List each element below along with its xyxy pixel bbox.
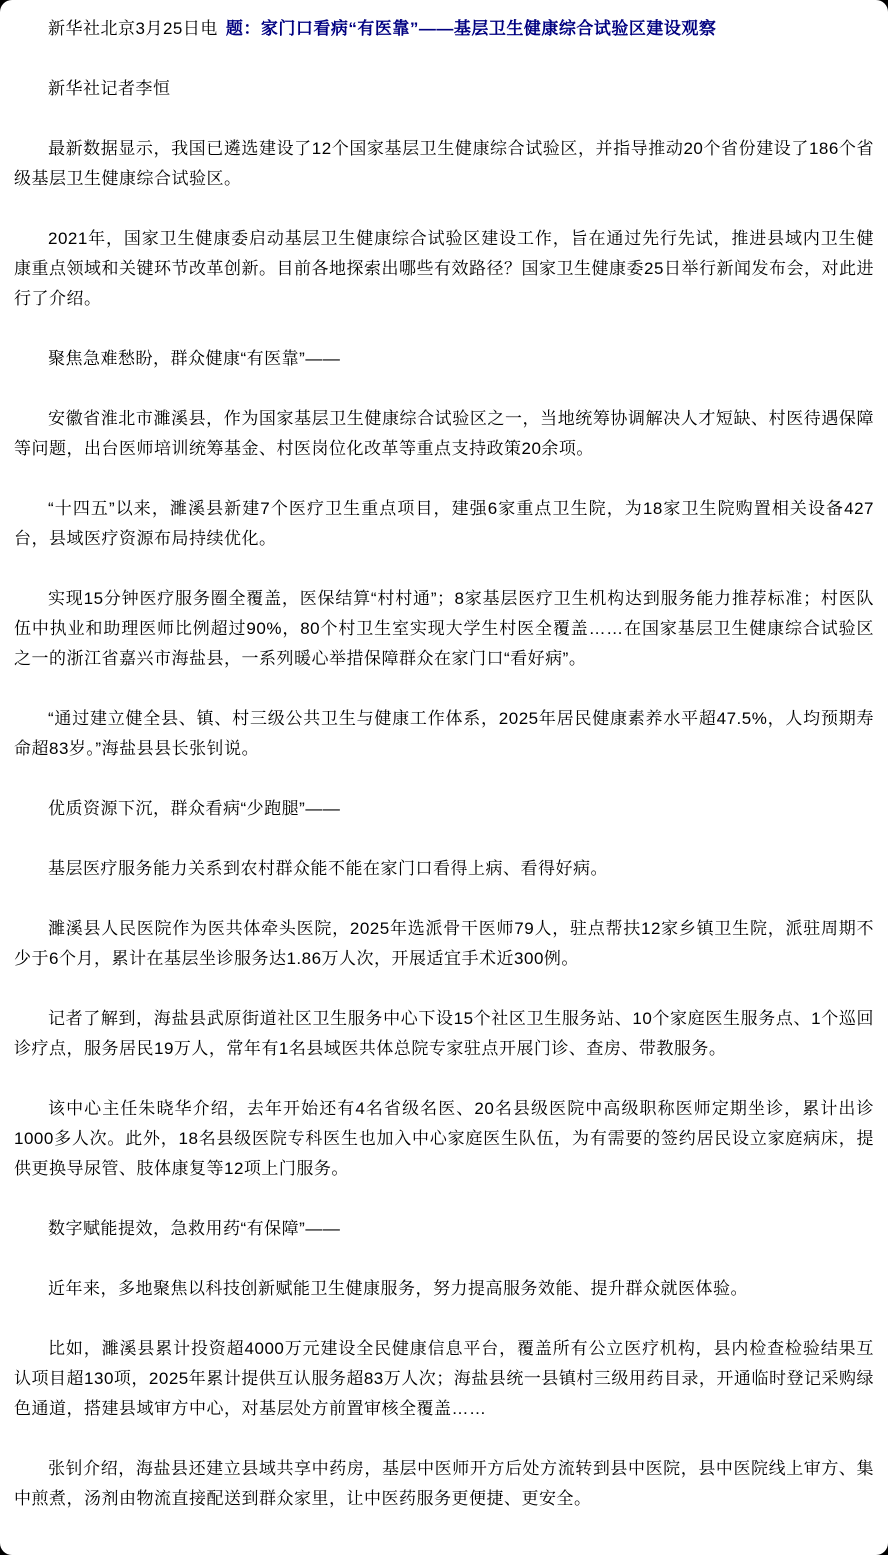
paragraph: 濉溪县人民医院作为医共体牵头医院，2025年选派骨干医师79人，驻点帮扶12家乡镇卫生院，派驻周期不少于6个月，累计在基层坐诊服务达1.86万人次，开展适宜手术近300例。 (14, 919, 874, 968)
paragraph: 该中心主任朱晓华介绍，去年开始还有4名省级名医、20名县级医院中高级职称医师定期坐诊，累计出诊1000多人次。此外，18名县级医院专科医生也加入中心家庭医生队伍，为有需要的签约居民设立家庭病床，提供更换导尿管、肢体康复等12项上门服务。 (14, 1099, 874, 1178)
paragraph: 最新数据显示，我国已遴选建设了12个国家基层卫生健康综合试验区，并指导推动20个省份建设了186个省级基层卫生健康综合试验区。 (14, 139, 874, 188)
paragraph: 实现15分钟医疗服务圈全覆盖，医保结算“村村通”；8家基层医疗卫生机构达到服务能力推荐标准；村医队伍中执业和助理医师比例超过90%，80个村卫生室实现大学生村医全覆盖……在国家基层卫生健康综合试验区之一的浙江省嘉兴市海盐县，一系列暖心举措保障群众在家门口“看好病”。 (14, 589, 874, 668)
paragraph: 比如，濉溪县累计投资超4000万元建设全民健康信息平台，覆盖所有公立医疗机构，县内检查检验结果互认项目超130项，2025年累计提供互认服务超83万人次；海盐县统一县镇村三级用药目录，开通临时登记采购绿色通道，搭建县域审方中心，对基层处方前置审核全覆盖…… (14, 1339, 874, 1418)
paragraph: 安徽省淮北市濉溪县，作为国家基层卫生健康综合试验区之一，当地统筹协调解决人才短缺、村医待遇保障等问题，出台医师培训统筹基金、村医岗位化改革等重点支持政策20余项。 (14, 409, 874, 458)
section-heading: 数字赋能提效，急救用药“有保障”—— (48, 1219, 341, 1238)
paragraph: 张钊介绍，海盐县还建立县域共享中药房，基层中医师开方后处方流转到县中医院，县中医院线上审方、集中煎煮，汤剂由物流直接配送到群众家里，让中医药服务更便捷、更安全。 (14, 1459, 874, 1508)
paragraph: 基层医疗服务能力关系到农村群众能不能在家门口看得上病、看得好病。 (48, 859, 608, 878)
paragraph: 记者了解到，海盐县武原街道社区卫生服务中心下设15个社区卫生服务站、10个家庭医生服务点、1个巡回诊疗点，服务居民19万人，常年有1名县域医共体总院专家驻点开展门诊、查房、带教服务。 (14, 1009, 874, 1058)
article-title: 题：家门口看病“有医靠”——基层卫生健康综合试验区建设观察 (225, 19, 717, 38)
paragraph: “十四五”以来，濉溪县新建7个医疗卫生重点项目，建强6家重点卫生院，为18家卫生院购置相关设备427台，县域医疗资源布局持续优化。 (14, 499, 874, 548)
paragraph: 近年来，多地聚焦以科技创新赋能卫生健康服务，努力提高服务效能、提升群众就医体验。 (48, 1279, 748, 1298)
byline: 新华社记者李恒 (48, 79, 171, 98)
section-heading: 聚焦急难愁盼，群众健康“有医靠”—— (48, 349, 341, 368)
section-heading: 优质资源下沉，群众看病“少跑腿”—— (48, 799, 341, 818)
dateline: 新华社北京3月25日电 (48, 19, 218, 38)
paragraph: 2021年，国家卫生健康委启动基层卫生健康综合试验区建设工作，旨在通过先行先试，推进县域内卫生健康重点领域和关键环节改革创新。目前各地探索出哪些有效路径？国家卫生健康委25日举行新闻发布会，对此进行了介绍。 (14, 229, 874, 308)
paragraph: “通过建立健全县、镇、村三级公共卫生与健康工作体系，2025年居民健康素养水平超47.5%，人均预期寿命超83岁。”海盐县县长张钊说。 (14, 709, 874, 758)
headline (14, 14, 874, 44)
